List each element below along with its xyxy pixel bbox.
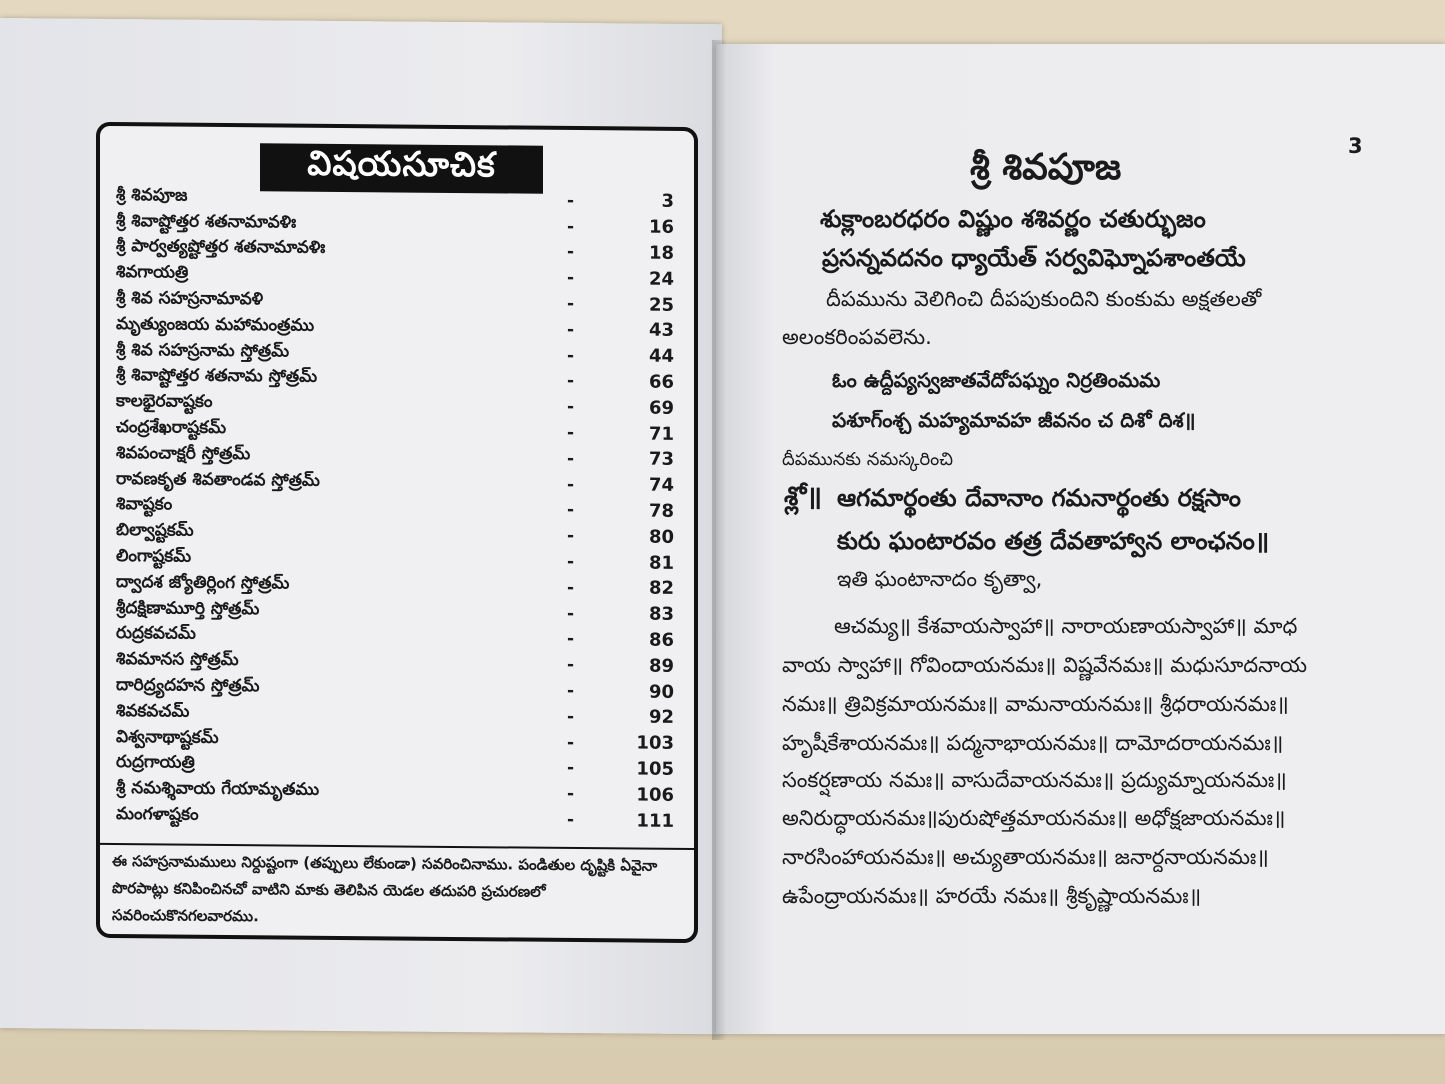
contents-entry-page: 86 <box>648 629 674 651</box>
contents-entry-title: శ్రీ శివపూజ <box>116 184 188 206</box>
contents-entry-page: 25 <box>648 294 674 316</box>
contents-entry-page: 78 <box>648 500 674 522</box>
instruction-line: దీపమునకు నమస్కరించి <box>782 449 954 470</box>
contents-entry-title: లింగాష్టకమ్ <box>116 546 192 567</box>
contents-list <box>112 184 674 834</box>
contents-dash: - <box>567 577 575 598</box>
shloka-line: కురు ఘంటారవం తత్ర దేవతాహ్వాన లాంఛనం॥ <box>837 527 1270 555</box>
contents-dash: - <box>567 319 575 340</box>
contents-entry-title: శివాష్టకం <box>116 494 173 515</box>
contents-entry-page: 43 <box>648 320 674 342</box>
contents-entry-page: 69 <box>648 397 674 419</box>
contents-note: ఈ సహస్రనామములు నిర్దుష్టంగా (తప్పులు లేకుండా) సవరించినాము. పండితుల దృష్టికి ఏవైనా పొరపాట్లు కనిపించినచో వాటిని మాకు తెలిపిన యెడల తదుపరి ప్రచురణలో సవరించుకొనగలవారము. <box>112 851 658 926</box>
instruction-line: అలంకరింపవలెను. <box>782 325 932 349</box>
contents-entry-page: 106 <box>636 784 674 806</box>
shloka-mark: శ్లో॥ <box>784 482 822 512</box>
contents-entry-title: శివమానస స్తోత్రమ్ <box>116 649 239 671</box>
book-gutter <box>712 40 726 1040</box>
contents-dash: - <box>567 294 575 315</box>
contents-entry-page: 66 <box>648 371 674 393</box>
contents-entry-title: శ్రీ శివ సహస్రనామ స్తోత్రమ్ <box>116 339 290 362</box>
contents-dash: - <box>567 242 575 263</box>
contents-dash: - <box>567 371 575 392</box>
section-title: శ్రీ శివపూజ <box>970 147 1122 188</box>
contents-dash: - <box>567 216 575 237</box>
contents-box <box>96 122 698 943</box>
contents-dash: - <box>567 629 575 650</box>
achamana-line: ఉపేంద్రాయనమః॥ హరయే నమః॥ శ్రీకృష్ణాయనమః॥ <box>782 884 1202 908</box>
contents-entry-title: దారిద్ర్యదహన స్తోత్రమ్ <box>116 675 260 697</box>
contents-entry-title: శ్రీ శివాష్టోత్తర శతనామావళిః <box>116 210 297 233</box>
contents-entry-title: రుద్రకవచమ్ <box>116 623 196 645</box>
contents-entry-title: శ్రీ శివాష్టోత్తర శతనామ స్తోత్రమ్ <box>116 365 318 388</box>
contents-entry-page: 82 <box>648 578 674 600</box>
contents-entry-title: రుద్రగాయత్రి <box>116 752 195 774</box>
contents-entry-title: శ్రీదక్షిణామూర్తి స్తోత్రమ్ <box>116 597 260 619</box>
contents-entry-page: 103 <box>636 732 674 755</box>
contents-entry-page: 89 <box>648 655 674 677</box>
contents-dash: - <box>567 500 575 521</box>
contents-entry-title: శివకవచమ్ <box>116 700 190 722</box>
contents-dash: - <box>567 809 575 831</box>
achamana-line: ఆచమ్య॥ కేశవాయస్వాహా॥ నారాయణాయస్వాహా॥ మాధ <box>834 614 1298 638</box>
contents-entry-title: శ్రీ నమశ్శివాయ గేయామృతము <box>116 778 320 801</box>
achamana-line: హృషీకేశాయనమః॥ పద్మనాభాయనమః॥ దామోదరాయనమః॥ <box>782 731 1284 755</box>
contents-entry-title: శివపంచాక్షరీ స్తోత్రమ్ <box>116 442 251 465</box>
contents-entry-title: రావణకృత శివతాండవ స్తోత్రమ్ <box>116 468 320 491</box>
contents-entry-page: 111 <box>636 810 674 832</box>
contents-dash: - <box>567 474 575 495</box>
contents-entry-title: విశ్వనాథాష్టకమ్ <box>116 726 219 748</box>
contents-entry-page: 92 <box>648 706 674 729</box>
achamana-line: అనిరుద్ధాయనమః॥పురుషోత్తమాయనమః॥ అధోక్షజాయనమః॥ <box>782 806 1286 830</box>
contents-entry-title: ద్వాదశ జ్యోతిర్లింగ స్తోత్రమ్ <box>116 571 290 594</box>
contents-dash: - <box>567 655 575 676</box>
contents-dash: - <box>567 397 575 418</box>
contents-dash: - <box>567 603 575 624</box>
contents-entry-page: 3 <box>661 191 674 213</box>
contents-dash: - <box>567 706 575 727</box>
verse-line: ప్రసన్నవదనం ధ్యాయేత్ సర్వవిఘ్నోపశాంతయే <box>822 244 1246 272</box>
contents-entry-page: 73 <box>648 449 674 471</box>
contents-entry-title: కాలభైరవాష్టకం <box>116 391 213 413</box>
contents-entry-title: శివగాయత్రి <box>116 262 189 283</box>
contents-entry-page: 81 <box>648 552 674 574</box>
instruction-line: ఇతి ఘంటానాదం కృత్వా, <box>837 567 1043 591</box>
contents-entry-page: 44 <box>648 345 674 368</box>
contents-entry-page: 24 <box>648 268 674 290</box>
contents-dash: - <box>567 784 575 805</box>
contents-dash: - <box>567 345 575 366</box>
achamana-line: నారసింహాయనమః॥ అచ్యుతాయనమః॥ జనార్దనాయనమః॥ <box>782 845 1269 869</box>
contents-dash: - <box>567 758 575 779</box>
contents-row <box>112 803 674 834</box>
contents-entry-title: మృత్యుంజయ మహామంత్రము <box>116 313 315 336</box>
contents-dash: - <box>567 423 575 444</box>
page-number: 3 <box>1348 134 1363 158</box>
contents-dash: - <box>567 680 575 702</box>
contents-entry-title: శ్రీ పార్వత్యష్టోత్తర శతనామావళిః <box>116 236 326 259</box>
contents-entry-page: 74 <box>648 474 674 497</box>
left-page <box>0 18 722 1034</box>
achamana-line: వాయ స్వాహా॥ గోవిందాయనమః॥ విష్ణవేనమః॥ మధుసూదనాయ <box>782 653 1307 677</box>
contents-entry-page: 90 <box>648 681 674 703</box>
contents-entry-title: శ్రీ శివ సహస్రనామావళి <box>116 288 264 310</box>
shloka-line: ఆగమార్థంతు దేవానాం గమనార్థంతు రక్షసాం <box>837 484 1241 512</box>
contents-entry-page: 105 <box>636 758 674 780</box>
contents-entry-page: 80 <box>648 526 674 548</box>
achamana-line: సంకర్షణాయ నమః॥ వాసుదేవాయనమః॥ ప్రద్యుమ్నాయనమః॥ <box>782 768 1287 792</box>
contents-dash: - <box>567 526 575 547</box>
contents-dash: - <box>567 732 575 753</box>
instruction-line: దీపమును వెలిగించి దీపపుకుందిని కుంకుమ అక్షతలతో <box>826 287 1262 311</box>
mantra-line: ఓం ఉద్దీప్యస్వజాతవేదోపఘ్నం నిర్రతింమమ <box>832 368 1161 392</box>
contents-entry-title: చంద్రశేఖరాష్టకమ్ <box>116 417 227 439</box>
contents-title: విషయసూచిక <box>260 143 543 193</box>
contents-entry-page: 18 <box>648 242 674 264</box>
contents-dash: - <box>567 551 575 573</box>
verse-line: శుక్లాంబరధరం విష్ణుం శశివర్ణం చతుర్భుజం <box>820 205 1206 233</box>
contents-entry-page: 83 <box>648 603 674 626</box>
contents-entry-page: 71 <box>648 423 674 445</box>
contents-entry-page: 16 <box>648 216 674 239</box>
achamana-line: నమః॥ త్రివిక్రమాయనమః॥ వామనాయనమః॥ శ్రీధరాయనమః॥ <box>782 692 1289 716</box>
contents-entry-title: మంగళాష్టకం <box>116 804 199 825</box>
contents-dash: - <box>567 448 575 469</box>
mantra-line: పశూగ్ంశ్చ మహ్యమావహ జీవనం చ దిశో దిశ॥ <box>832 408 1196 432</box>
contents-dash: - <box>567 268 575 289</box>
contents-entry-title: బిల్వాష్టకమ్ <box>116 520 194 541</box>
contents-dash: - <box>567 190 575 211</box>
